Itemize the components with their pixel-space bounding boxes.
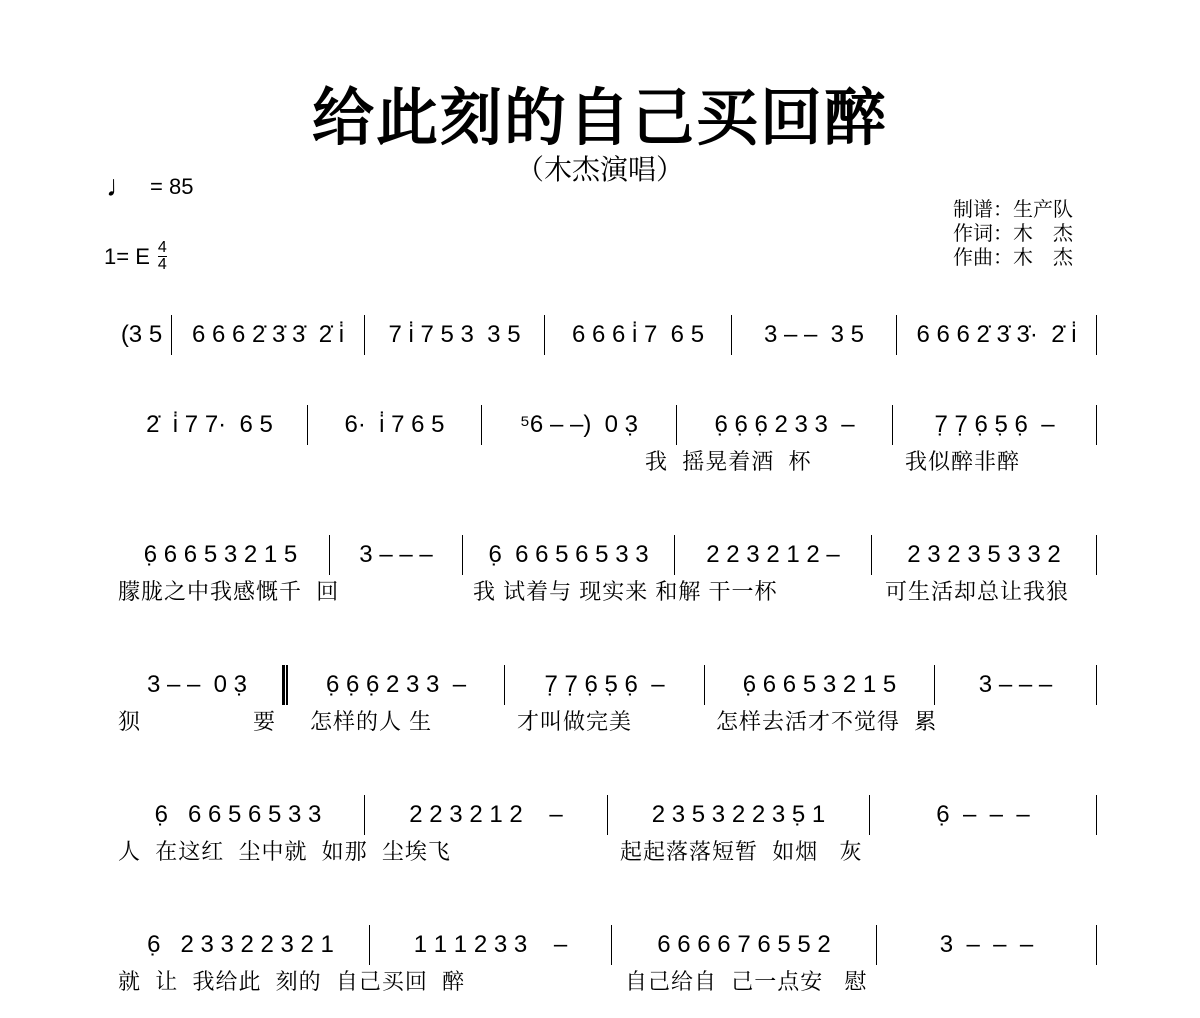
measure-notes: 7 i̇ 7 5 3 3 5 [388, 321, 521, 348]
measure-notes: 6̣ 6 6 5 3 2 1 5 [143, 541, 298, 568]
measure [935, 665, 1097, 705]
lyric-text: 起起落落短暂 如烟 灰 [620, 839, 863, 864]
measure-notes: 7̣ 7̣ 6̣ 5̣ 6̣ – [544, 671, 665, 698]
credit-lyricist: 作词：木 杰 [953, 223, 1073, 245]
lyric-text: 我 试着与 现实来 和解 干一杯 [473, 579, 778, 604]
measure-notes: 6̣ 6 6 5 3 2 1 5 [742, 671, 897, 698]
measure-notes: 2 3 5 3 2 2 3 5̣ 1 [651, 801, 826, 828]
lyric-text: 要 [253, 709, 277, 734]
measure-notes: 6̣ 2 3 3 2 2 3 2 1 [147, 931, 334, 958]
measure-notes: 3 – – 3 5 [763, 321, 865, 348]
lyric-text: 人 在这红 尘中就 如那 尘埃飞 [118, 839, 451, 864]
key-signature [104, 240, 167, 273]
measure [370, 925, 612, 965]
lyric-text: 怎样去活才不觉得 累 [716, 709, 938, 734]
lyric-text: 狈 [118, 709, 142, 734]
measure [112, 315, 172, 355]
measure [112, 925, 370, 965]
music-line [0, 405, 1200, 445]
measure-notes: 6̣ – – – [936, 801, 1030, 828]
measure-notes: 3 – – 0 3̣ [146, 671, 248, 698]
lyric-text: 我 摇晃着酒 杯 [645, 449, 812, 474]
measure-notes: 3 – – – [359, 541, 433, 568]
measure-notes: 7̣ 7̣ 6̣ 5̣ 6̣ – [934, 411, 1055, 438]
measure [482, 405, 677, 445]
credit-composer: 作曲：木 杰 [953, 247, 1073, 269]
measure-notes: 6 6 6 2̇ 3̇ 3̇ 2̇ i̇ [191, 321, 345, 348]
measure [705, 665, 935, 705]
music-line [0, 535, 1200, 575]
measure [893, 405, 1097, 445]
measure [897, 315, 1097, 355]
measure [612, 925, 877, 965]
measure-notes: (3 5 [120, 321, 163, 348]
lyric-text: 自己给自 己一点安 慰 [625, 969, 868, 994]
measure-notes: ⁵6 – –) 0 3̣ [519, 411, 639, 438]
measure [675, 535, 872, 575]
measure [365, 795, 608, 835]
lyric-text: 朦胧之中我感慨千 回 [118, 579, 340, 604]
measure [870, 795, 1097, 835]
measure-notes: 6̣ 6 6 5 6 5 3 3 [154, 801, 322, 828]
measure [545, 315, 732, 355]
measure [112, 535, 330, 575]
measure-notes: 6 6 6 2̇ 3̇ 3̇· 2̇ i̇ [916, 321, 1077, 348]
measure-notes: 6̣ 6̣ 6̣ 2 3 3 – [325, 671, 467, 698]
measure-notes: 6̣ 6 6 5 6 5 3 3 [488, 541, 649, 568]
measure [112, 665, 283, 705]
credit-arranger: 制谱：生产队 [953, 199, 1073, 221]
music-line [0, 795, 1200, 835]
lyric-text: 怎样的人 生 [310, 709, 433, 734]
time-top: 4 [157, 239, 167, 256]
measure-notes: 2 3 2 3 5 3 3 2 [907, 541, 1061, 568]
measure [732, 315, 897, 355]
measure-notes: 6 6 6 6 7 6 5 5 2 [657, 931, 831, 958]
lyric-text: 就 让 我给此 刻的 自己买回 醉 [118, 969, 466, 994]
measure [330, 535, 463, 575]
tempo-marking [106, 172, 193, 202]
measure [505, 665, 705, 705]
key-label: 1= E [104, 243, 150, 269]
measure-notes: 2̇ i̇ 7 7· 6 5 [146, 411, 273, 438]
music-line [0, 665, 1200, 705]
quarter-note-icon: ♩ [106, 170, 136, 203]
measure-notes: 3 – – – [978, 671, 1053, 698]
measure [308, 405, 482, 445]
measure-notes: 2 2 3 2 1 2 – [409, 801, 563, 828]
tempo-value: = 85 [150, 174, 194, 199]
measure-notes: 6· i̇ 7 6 5 [344, 411, 445, 438]
time-signature [158, 240, 167, 273]
lyric-text: 我似醉非醉 [905, 449, 1021, 474]
credits [953, 198, 1073, 270]
music-line [0, 925, 1200, 965]
measure [112, 405, 308, 445]
measure [463, 535, 675, 575]
lyric-text: 才叫做完美 [517, 709, 633, 734]
measure [112, 795, 365, 835]
measure [677, 405, 893, 445]
music-line [0, 315, 1200, 355]
measure-notes: 6 6 6 i̇ 7 6 5 [571, 321, 705, 348]
measure [608, 795, 870, 835]
measure-notes: 3 – – – [939, 931, 1034, 958]
song-title: 给此刻的自己买回醉 [311, 84, 888, 153]
measure [283, 665, 505, 705]
measure-notes: 2 2 3 2 1 2 – [706, 541, 840, 568]
measure [872, 535, 1097, 575]
lyric-text: 可生活却总让我狼 [885, 579, 1070, 604]
measure-notes: 1 1 1 2 3 3 – [413, 931, 568, 958]
measure [877, 925, 1097, 965]
singer-subtitle: （木杰演唱） [515, 154, 684, 185]
measure-notes: 6̣ 6̣ 6̣ 2 3 3 – [714, 411, 855, 438]
measure [365, 315, 545, 355]
measure [172, 315, 365, 355]
time-bottom: 4 [157, 256, 167, 273]
